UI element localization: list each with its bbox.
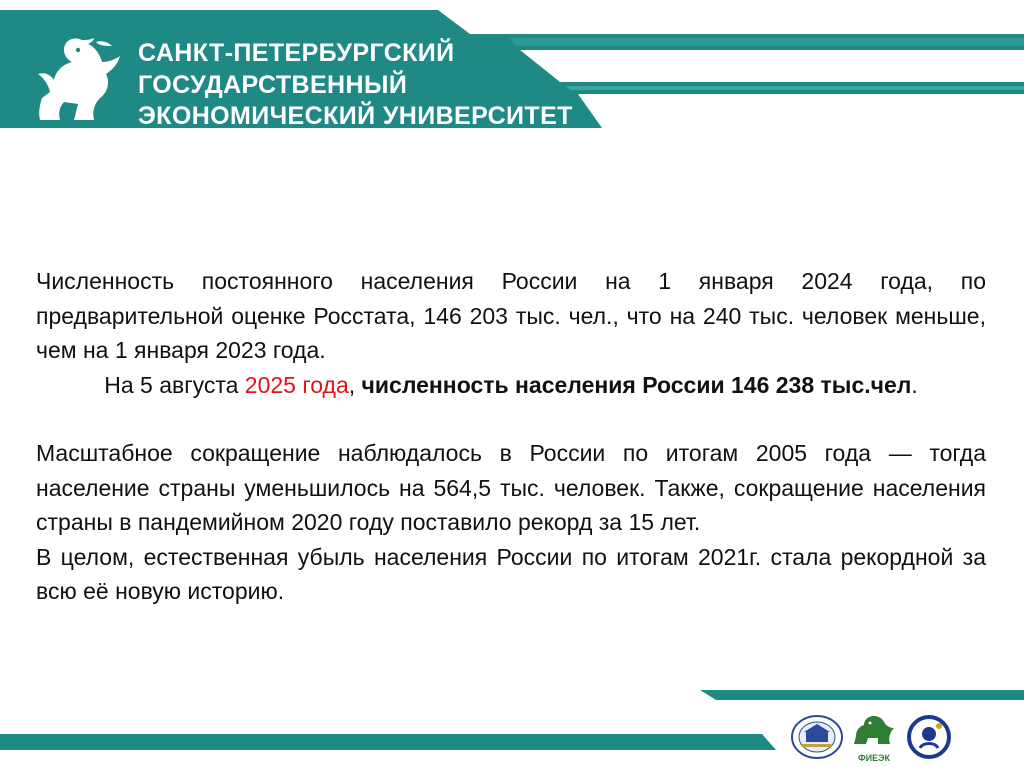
- population-figure-bold: численность населения России 146 238 тыс.чел: [361, 371, 912, 398]
- year-highlight: 2025 года: [244, 371, 349, 398]
- paragraph-decline-history: Масштабное сокращение наблюдалось в России по итогам 2005 года — тогда население страны уменьшилось на 564,5 тыс. человек. Также, сокращение населения страны в пандемийном 2020 году поставило рекорд за 15 лет.: [36, 440, 986, 535]
- para2-end: .: [911, 371, 918, 398]
- paragraph-spacer: [36, 402, 986, 436]
- university-name: [138, 38, 573, 133]
- griffin-emblem-icon: [850, 714, 898, 748]
- university-seal-logo-icon: [790, 714, 844, 760]
- paragraph-population-2025: [36, 368, 986, 403]
- griffin-emblem-caption: ФИЕЭК: [857, 753, 891, 763]
- paragraph-population-2024: Численность постоянного населения России на 1 января 2024 года, по предварительной оценке Росстата, 146 203 тыс. чел., что на 240 тыс. человек меньше, чем на 1 января 2023 года.: [36, 268, 986, 363]
- header-band: [0, 10, 1024, 130]
- university-name-line-1: САНКТ-ПЕТЕРБУРГСКИЙ: [138, 39, 455, 67]
- griffin-emblem-logo: [850, 714, 898, 763]
- para2-comma: ,: [348, 371, 362, 398]
- university-name-line-3: ЭКОНОМИЧЕСКИЙ УНИВЕРСИТЕТ: [138, 102, 573, 130]
- partner-circle-logo-icon: [906, 714, 952, 760]
- slide-body: [36, 264, 986, 609]
- griffin-logo-icon: [34, 34, 130, 126]
- university-name-line-2: ГОСУДАРСТВЕННЫЙ: [138, 70, 408, 99]
- para2-prefix: На 5 августа: [104, 371, 245, 398]
- footer-logos: [786, 714, 1022, 763]
- paragraph-natural-decrease: В целом, естественная убыль населения России по итогам 2021г. стала рекордной за всю её новую историю.: [36, 543, 986, 604]
